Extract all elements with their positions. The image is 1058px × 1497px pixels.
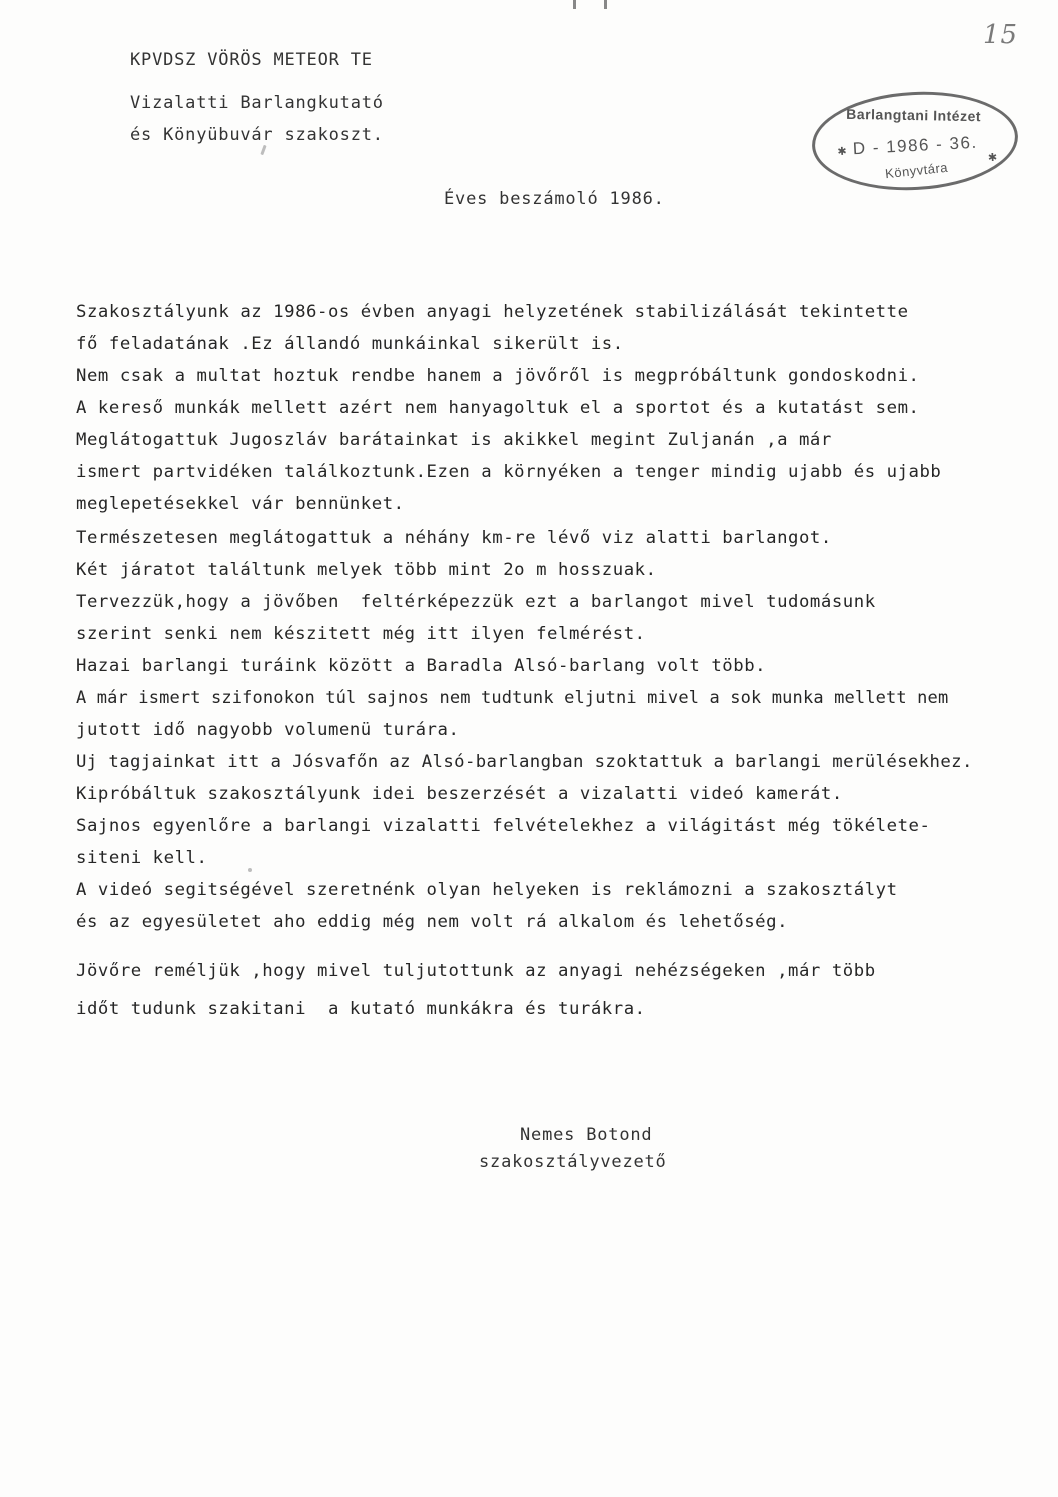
stamp-number: D - 1986 - 36. — [852, 132, 979, 159]
ink-smudge — [248, 868, 252, 872]
body-line: siteni kell. — [76, 848, 208, 868]
body-line: szerint senki nem készitett még itt ilyen felmérést. — [76, 624, 646, 644]
stamp-star-icon: ✱ — [837, 145, 847, 159]
body-line: jutott idő nagyobb volumenü turára. — [76, 720, 460, 740]
ink-smudge — [260, 145, 266, 155]
body-line: Meglátogattuk Jugoszláv barátainkat is akikkel megint Zuljanán ,a már — [76, 430, 832, 450]
body-line: A már ismert szifonokon túl sajnos nem tudtunk eljutni mivel a sok munka mellett nem — [76, 688, 949, 708]
body-line: A kereső munkák mellett azért nem hanyagoltuk el a sportot és a kutatást sem. — [76, 398, 920, 418]
body-line: Tervezzük,hogy a jövőben feltérképezzük ezt a barlangot mivel tudomásunk — [76, 592, 876, 612]
stamp-library: Könyvtára — [884, 159, 949, 182]
body-line: Sajnos egyenlőre a barlangi vizalatti felvételekhez a világitást még tökélete- — [76, 816, 931, 836]
header-organization: KPVDSZ VÖRÖS METEOR TE — [130, 50, 373, 70]
header-section-line2: és Könyübuvár szakoszt. — [130, 125, 384, 145]
closing-line: időt tudunk szakitani a kutató munkákra és turákra. — [76, 999, 646, 1019]
scan-mark — [573, 0, 576, 9]
body-line: Természetesen meglátogattuk a néhány km-re lévő viz alatti barlangot. — [76, 528, 832, 548]
body-line: meglepetésekkel vár bennünket. — [76, 494, 405, 514]
stamp-institute: Barlangtani Intézet — [846, 105, 982, 125]
body-line: Két járatot találtunk melyek több mint 2o m hosszuak. — [76, 560, 657, 580]
header-section-line1: Vizalatti Barlangkutató — [130, 93, 384, 113]
body-line: Uj tagjainkat itt a Jósvafőn az Alsó-barlangban szoktattuk a barlangi merülésekhez. — [76, 752, 973, 772]
closing-line: Jövőre reméljük ,hogy mivel tuljutottunk az anyagi nehézségeken ,már több — [76, 961, 876, 981]
body-line: fő feladatának .Ez állandó munkáinkal sikerült is. — [76, 334, 624, 354]
body-line: és az egyesületet aho eddig még nem volt rá alkalom és lehetőség. — [76, 912, 789, 932]
stamp-star-icon: ✱ — [987, 151, 998, 165]
signature-role: szakosztályvezető — [479, 1152, 667, 1172]
body-line: Hazai barlangi turáink között a Baradla Alsó-barlang volt több. — [76, 656, 767, 676]
signature-name: Nemes Botond — [520, 1125, 653, 1145]
body-line: Nem csak a multat hoztuk rendbe hanem a jövőről is megpróbáltunk gondoskodni. — [76, 366, 920, 386]
body-line: Kipróbáltuk szakosztályunk idei beszerzését a vizalatti videó kamerát. — [76, 784, 843, 804]
body-line: ismert partvidéken találkoztunk.Ezen a környéken a tenger mindig ujabb és ujabb — [76, 462, 942, 482]
body-line: Szakosztályunk az 1986-os évben anyagi helyzetének stabilizálását tekintette — [76, 302, 909, 322]
library-stamp — [810, 87, 1021, 196]
scan-mark — [604, 0, 607, 9]
document-title: Éves beszámoló 1986. — [444, 189, 665, 209]
body-line: A videó segitségével szeretnénk olyan helyeken is reklámozni a szakosztályt — [76, 880, 898, 900]
page-number: 15 — [983, 20, 1019, 50]
